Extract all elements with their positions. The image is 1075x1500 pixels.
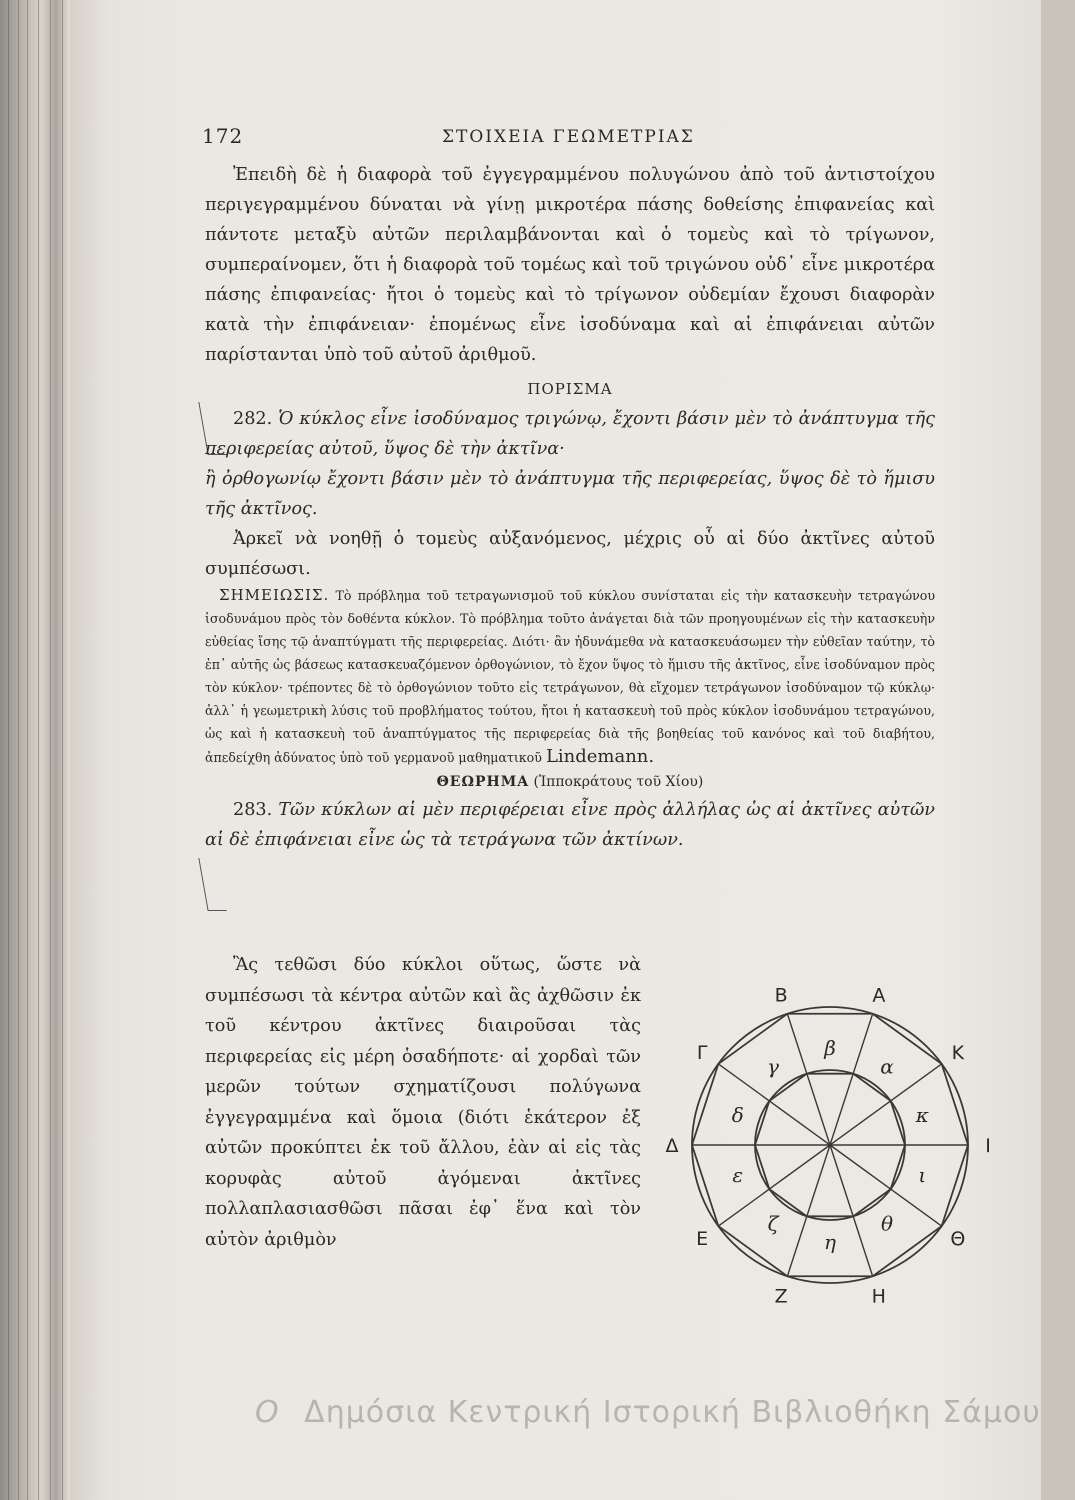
inner-vertex-label: θ (880, 1211, 894, 1236)
note (205, 584, 935, 769)
outer-vertex-label: Γ (696, 1042, 708, 1065)
theorem-statement (205, 795, 935, 855)
book-edge (0, 0, 70, 1500)
inner-vertex-label: ι (918, 1162, 927, 1187)
outer-vertex-label: Κ (951, 1042, 965, 1065)
inner-vertex-label: δ (731, 1103, 744, 1128)
proof-column (205, 950, 641, 1255)
page-header (202, 124, 782, 154)
inner-vertex-label: β (824, 1036, 836, 1060)
running-title: ΣΤΟΙΧΕΙΑ ΓΕΩΜΕΤΡΙΑΣ (442, 127, 695, 147)
library-watermark (255, 1395, 1075, 1445)
inner-vertex-label: η (824, 1230, 836, 1254)
proof-text: Ἂς τεθῶσι δύο κύκλοι οὕτως, ὥστε νὰ συμπέσωσι τὰ κέντρα αὐτῶν καὶ ἂς ἀχθῶσιν ἐκ τοῦ κέντρου ἀκτῖνες διαιροῦσαι τὰς περιφερείας εἰς μέρη ὁσαδήποτε· αἱ χορδαὶ τῶν μερῶν τούτων σχηματίζουσι πολύγωνα ἐγγεγραμμένα καὶ ὅμοια (διότι ἑκάτερον ἐξ αὐτῶν προκύπτει ἐκ τοῦ ἄλλου, ἐὰν αἱ εἰς τὰς κορυφὰς αὐτοῦ ἀγόμεναι ἀκτῖνες πολλαπλασιασθῶσι πᾶσαι ἐφ᾽ ἕνα καὶ τὸν αὐτὸν ἀριθμὸν (205, 955, 641, 1250)
inner-vertex-label: κ (915, 1103, 929, 1128)
note-text: Τὸ πρόβλημα τοῦ τετραγωνισμοῦ τοῦ κύκλου συνίσταται εἰς τὴν κατασκευὴν τετραγώνου ἰσοδυνάμου πρὸς τὸν δοθέντα κύκλον. Τὸ πρόβλημα τοῦτο ἀνάγεται διὰ τῶν προηγουμένων εἰς τὴν κατασκευὴν εὐθείας ἴσης τῷ ἀναπτύγματι τῆς περιφερείας. Διότι· ἂν ἠδυνάμεθα νὰ κατασκευάσωμεν τὴν εὐθεῖαν ταύτην, τὸ ἐπ᾽ αὐτῆς ὡς βάσεως κατασκευαζόμενον ὀρθογώνιον, τὸ ἔχον ὕψος τὸ ἥμισυ τῆς ἀκτῖνος, εἶνε ἰσοδύναμον πρὸς τὸν κύκλον· τρέποντες δὲ τὸ ὀρθογώνιον τοῦτο εἰς τετράγωνον, θὰ εἴχομεν τετράγωνον ἰσοδύναμον τῷ κύκλῳ· ἀλλ᾽ ἡ γεωμετρικὴ λύσις τοῦ προβλήματος τούτου, ἤτοι ἡ κατασκευὴ τοῦ πρὸς κύκλον ἰσοδυνάμου τετραγώνου, ὡς καὶ ἡ κατασκευὴ τοῦ ἀναπτύγματος τῆς περιφερείας διὰ τῆς βοηθείας τοῦ κανόνος καὶ τοῦ διαβήτου, ἀπεδείχθη ἀδύνατος ὑπὸ τοῦ γερμανοῦ μαθηματικοῦ (205, 588, 935, 765)
inner-vertex-label: ζ (767, 1211, 779, 1236)
outer-vertex-label: Δ (665, 1135, 679, 1157)
concentric-circles-figure (665, 984, 991, 1315)
watermark-text: Δημόσια Κεντρική Ιστορική Βιβλιοθήκη Σάμου (304, 1395, 1041, 1430)
outer-vertex-label: Α (872, 984, 886, 1007)
inner-vertex-label: ε (732, 1162, 744, 1187)
porisma-text: Ὁ κύκλος εἶνε ἰσοδύναμος τριγώνῳ, ἔχοντι βάσιν μὲν τὸ ἀνάπτυγμα τῆς περιφερείας αὐτοῦ, ὕψος δὲ τὴν ἀκτῖνα· (205, 409, 935, 459)
page-number: 172 (202, 124, 244, 148)
note-label: ΣΗΜΕΙΩΣΙΣ. (219, 586, 330, 604)
outer-vertex-label: Β (774, 984, 788, 1007)
outer-vertex-label: Ε (696, 1227, 709, 1250)
paragraph: Ἐπειδὴ δὲ ἡ διαφορὰ τοῦ ἐγγεγραμμένου πολυγώνου ἀπὸ τοῦ ἀντιστοίχου περιγεγραμμένου δύναται νὰ γίνῃ μικροτέρα πάσης δοθείσης ἐπιφανείας καὶ πάντοτε μεταξὺ αὐτῶν περιλαμβάνονται καὶ ὁ τομεὺς καὶ τὸ τρίγωνον, συμπεραίνομεν, ὅτι ἡ διαφορὰ τοῦ τομέως καὶ τοῦ τριγώνου οὐδ᾽ εἶνε μικροτέρα πάσης ἐπιφανείας· ἤτοι ὁ τομεὺς καὶ τὸ τρίγωνον οὐδεμίαν ἔχουσι διαφορὰν κατὰ τὴν ἐπιφάνειαν· ἑπομένως εἶνε ἰσοδύναμα καὶ αἱ ἐπιφάνειαι αὐτῶν παρίστανται ὑπὸ τοῦ αὐτοῦ ἀριθμοῦ. (205, 165, 935, 365)
porisma-proof: Ἀρκεῖ νὰ νοηθῇ ὁ τομεὺς αὐξανόμενος, μέχρις οὗ αἱ δύο ἀκτῖνες αὐτοῦ συμπέσωσι. (205, 529, 935, 579)
book-page (70, 0, 1041, 1500)
porisma-statement (205, 404, 935, 464)
outer-vertex-label: Η (871, 1285, 886, 1308)
theorem-title: ΘΕΩΡΗΜΑ (436, 774, 530, 790)
outer-vertex-label: Ι (985, 1135, 991, 1157)
theorem-text: Τῶν κύκλων αἱ μὲν περιφέρειαι εἶνε πρὸς ἀλλήλας ὡς αἱ ἀκτῖνες αὐτῶν αἱ δὲ ἐπιφάνειαι εἶνε ὡς τὰ τετράγωνα τῶν ἀκτίνων. (205, 800, 935, 850)
outer-vertex-label: Θ (950, 1227, 966, 1250)
outer-vertex-label: Ζ (774, 1285, 788, 1308)
porisma-statement-2: ἢ ὀρθογωνίῳ ἔχοντι βάσιν μὲν τὸ ἀνάπτυγμα τῆς περιφερείας, ὕψος δὲ τὸ ἥμισυ τῆς ἀκτῖνος. (205, 469, 935, 519)
note-name: Lindemann. (545, 746, 655, 767)
theorem-attribution: (Ἱπποκράτους τοῦ Χίου) (533, 774, 704, 790)
main-text (205, 160, 935, 855)
theorem-heading (205, 769, 935, 795)
porisma-number: 282. (233, 409, 273, 429)
inner-vertex-label: α (880, 1054, 894, 1079)
theorem-number: 283. (233, 800, 273, 820)
handwritten-check-mark (198, 858, 226, 911)
porisma-heading: ΠΟΡΙΣΜΑ (527, 380, 613, 398)
inner-vertex-label: γ (767, 1054, 779, 1079)
watermark-mark: O (255, 1395, 280, 1430)
